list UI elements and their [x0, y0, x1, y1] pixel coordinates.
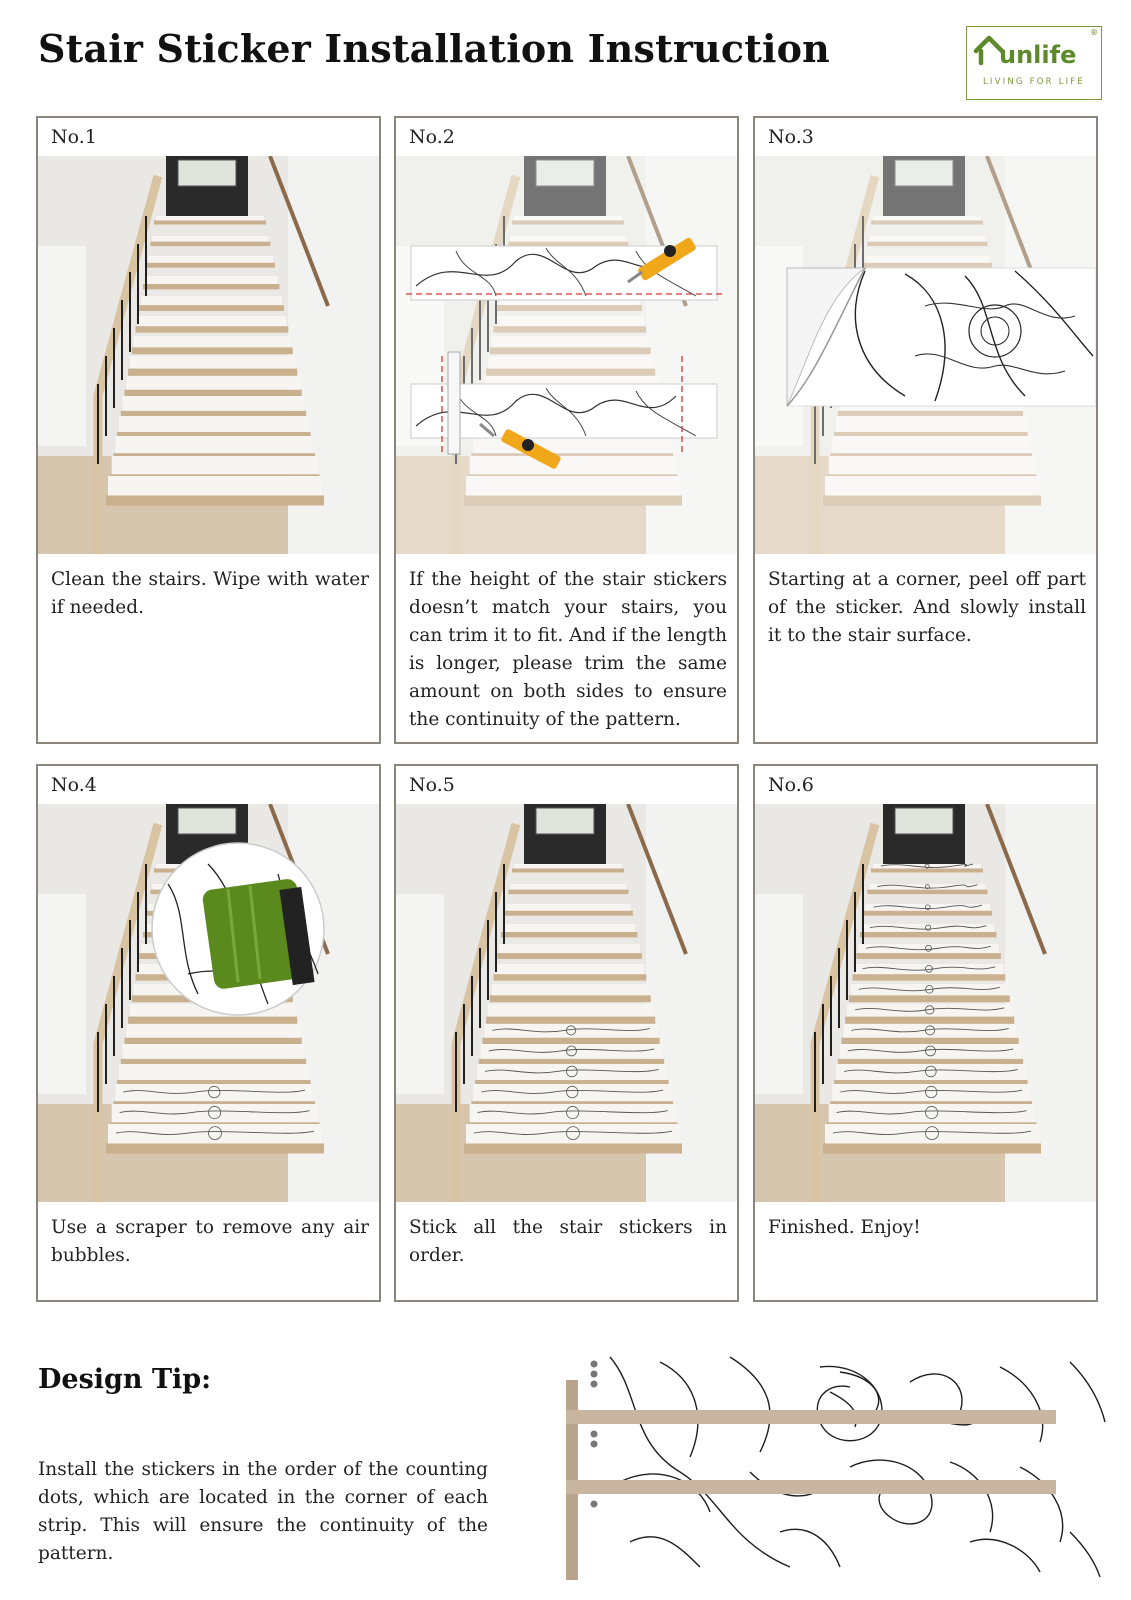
step-panel-1	[36, 116, 381, 744]
staircase-illustration	[38, 156, 379, 554]
strip-order-diagram	[530, 1352, 1110, 1582]
step-description: Finished. Enjoy!	[768, 1217, 921, 1238]
step-description: Starting at a corner, peel off part of the sticker. And slowly install it to the stair surface.	[768, 569, 1086, 646]
step-panel-2	[394, 116, 739, 744]
step-number: No.2	[409, 126, 455, 148]
step-panel-6	[753, 764, 1098, 1302]
step-number: No.5	[409, 774, 455, 796]
step-photo	[38, 156, 379, 554]
staircase-illustration	[396, 804, 737, 1202]
scraper-illustration	[38, 804, 379, 1202]
design-tip-title: Design Tip:	[38, 1364, 212, 1395]
registered-mark: ®	[1090, 28, 1098, 37]
step-number: No.6	[768, 774, 814, 796]
step-photo	[396, 156, 737, 554]
logo-tagline: LIVING FOR LIFE	[983, 77, 1085, 87]
page-title: Stair Sticker Installation Instruction	[38, 26, 830, 71]
step-panel-4	[36, 764, 381, 1302]
step-description: Clean the stairs. Wipe with water if needed.	[51, 569, 369, 618]
step-photo	[755, 156, 1096, 554]
peel-illustration	[755, 156, 1096, 554]
step-description: Stick all the stair stickers in order.	[409, 1217, 727, 1266]
step-number: No.3	[768, 126, 814, 148]
logo-brand: unlife	[999, 41, 1077, 69]
step-description: Use a scraper to remove any air bubbles.	[51, 1217, 369, 1266]
step-photo	[38, 804, 379, 1202]
trim-illustration	[396, 156, 737, 554]
step-photo	[396, 804, 737, 1202]
step-number: No.4	[51, 774, 97, 796]
step-panel-3	[753, 116, 1098, 744]
step-photo	[755, 804, 1096, 1202]
brand-logo	[966, 26, 1102, 100]
step-number: No.1	[51, 126, 97, 148]
staircase-illustration	[755, 804, 1096, 1202]
step-description: If the height of the stair stickers doesn’t match your stairs, you can trim it to fit. And if the length is longer, please trim the same amount on both sides to ensure the continuity of the pattern.	[409, 569, 727, 730]
step-panel-5	[394, 764, 739, 1302]
design-tip-text: Install the stickers in the order of the counting dots, which are located in the corner of each strip. This will ensure the continuity of the pattern.	[38, 1459, 488, 1564]
